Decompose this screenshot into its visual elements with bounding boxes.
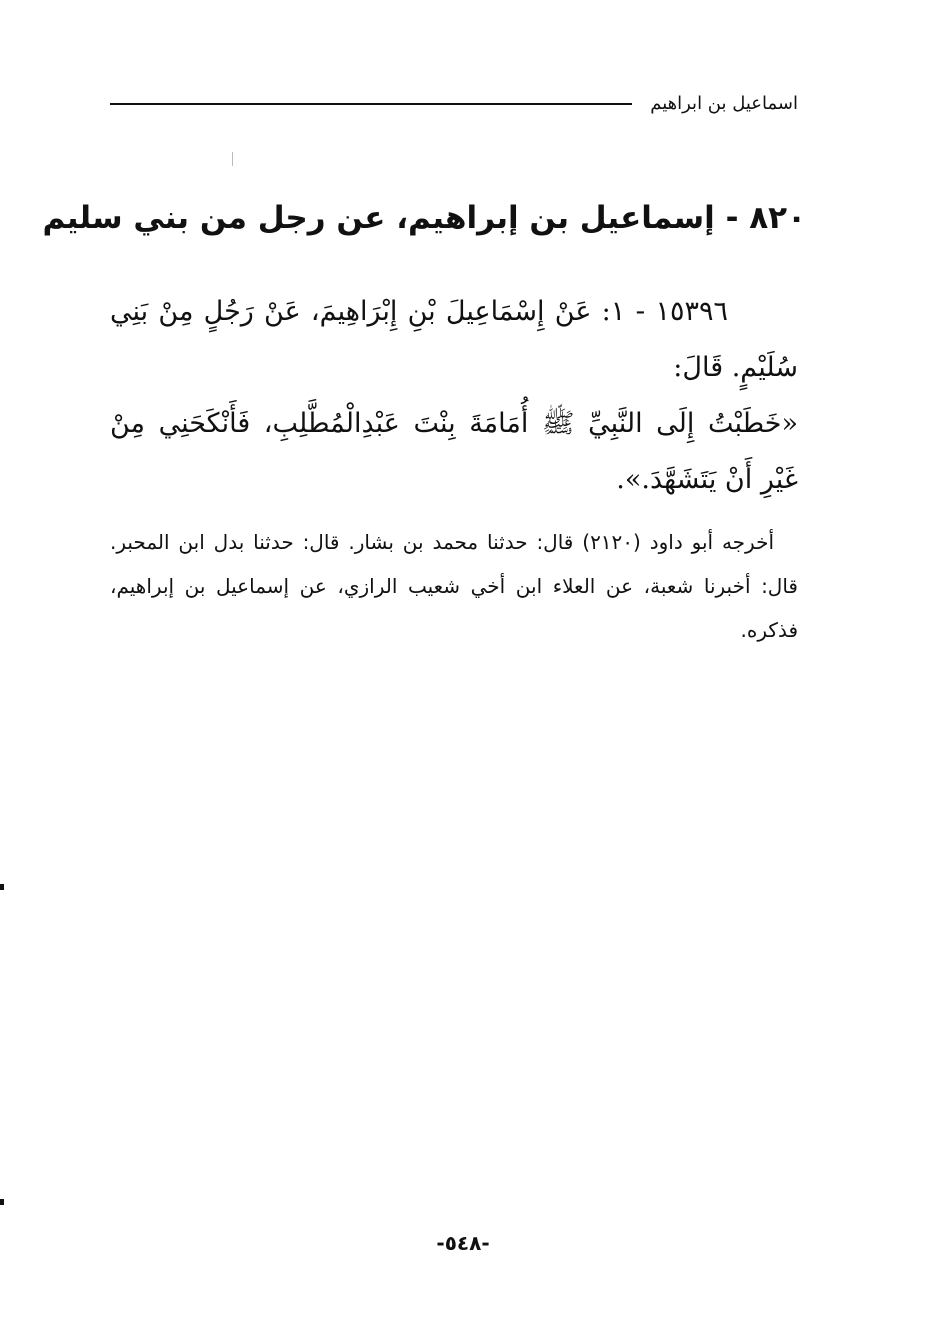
chapter-heading: ٨٢٠ - إسماعيل بن إبراهيم، عن رجل من بني سليم bbox=[42, 200, 806, 236]
running-header bbox=[110, 88, 798, 118]
hadith-number: ١٥٣٩٦ - ١ bbox=[610, 296, 728, 327]
hadith-text bbox=[110, 284, 798, 508]
hadith-isnad: : عَنْ إِسْمَاعِيلَ بْنِ إِبْرَاهِيمَ، عَنْ رَجُلٍ مِنْ بَنِي سُلَيْمٍ. قَالَ: bbox=[110, 296, 798, 383]
scan-speck bbox=[232, 152, 233, 166]
running-header-title: اسماعيل بن ابراهيم bbox=[650, 92, 798, 114]
takhrij-note bbox=[110, 520, 798, 652]
scan-mark bbox=[0, 884, 4, 890]
running-header-rule bbox=[110, 103, 632, 105]
hadith-matn: «خَطَبْتُ إِلَى النَّبِيِّ ﷺ أُمَامَةَ بِنْتَ عَبْدِالْمُطَّلِبِ، فَأَنْكَحَنِي مِنْ غَيْرِ أَنْ يَتَشَهَّدَ.». bbox=[110, 408, 798, 495]
hadith-isnad-paragraph bbox=[110, 284, 798, 396]
takhrij-text: أخرجه أبو داود (٢١٢٠) قال: حدثنا محمد بن بشار. قال: حدثنا بدل ابن المحبر. قال: أخبرنا شعبة، عن العلاء ابن أخي شعيب الرازي، عن إسماعيل بن إبراهيم، فذكره. bbox=[110, 530, 798, 642]
page-number: -٥٤٨- bbox=[436, 1231, 490, 1255]
scan-mark bbox=[0, 1199, 4, 1205]
